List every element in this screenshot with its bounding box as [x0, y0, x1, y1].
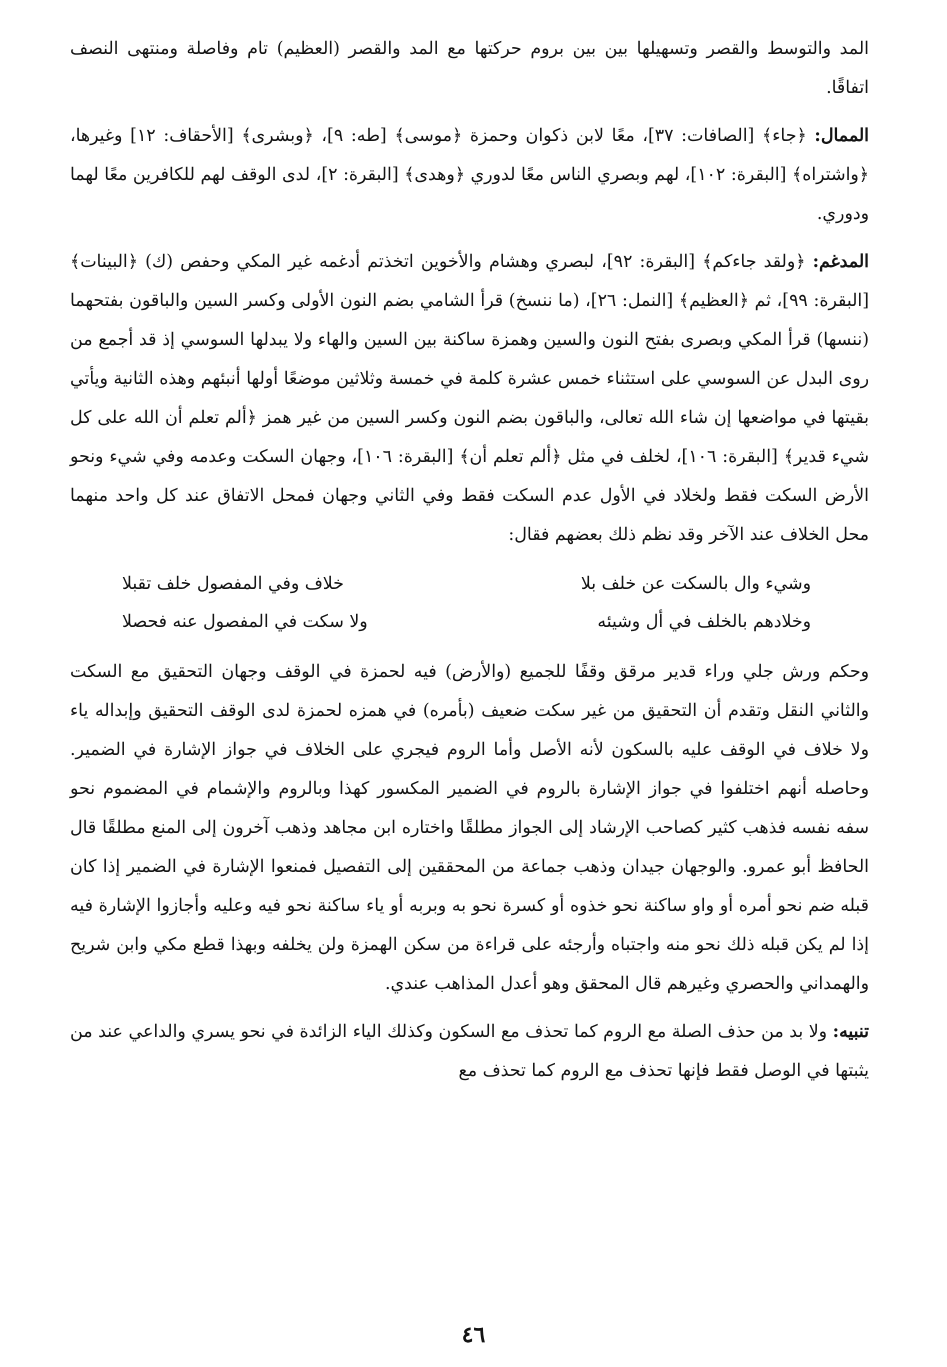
poem-block	[70, 565, 869, 641]
page-body	[70, 30, 869, 1100]
mumal-text: ﴿جاء﴾ [الصافات: ٣٧]، معًا لابن ذكوان وحمزة ﴿موسى﴾ [طه: ٩]، ﴿وبشرى﴾ [الأحقاف: ١٢] وغيرها، ﴿واشتراه﴾ [البقرة: ١٠٢]، لهم وبصري الناس معًا لدوري ﴿وهدى﴾ [البقرة: ٢]، لدى الوقف لهم للكافرين معًا لهما ودوري.	[70, 126, 869, 224]
verse-second-hemistich: خلاف وفي المفصول خلف تقبلا	[122, 574, 344, 594]
mudgham-label: المدغم:	[812, 252, 869, 272]
paragraph-mudgham	[70, 243, 869, 555]
poem-verse	[70, 603, 869, 641]
paragraph-intro	[70, 30, 869, 108]
hukm-text: وحكم ورش جلي وراء قدير مرقق وقفًا للجميع (والأرض) فيه لحمزة في الوقف وجهان التحقيق مع السكت والثاني النقل وتقدم أن التحقيق من غير سكت ضعيف (بأمره) في همزه لحمزة لدى الوقف التحقيق وإبداله ياء ولا خلاف في الوقف عليه بالسكون لأنه الأصل وأما الروم فيجري على الخلاف في جواز الإشارة في الضمير. وحاصله أنهم اختلفوا في جواز الإشارة بالروم في الضمير المكسور كهذا وبالروم والإشمام في المضموم نحو سفه نفسه فذهب كثير كصاحب الإرشاد إلى الجواز مطلقًا واختاره ابن مجاهد وذهب آخرون إلى المنع مطلقًا قال الحافظ أبو عمرو. والوجهان جيدان وذهب جماعة من المحققين إلى التفصيل فمنعوا الإشارة في الضمير إذا كان قبله ضم نحو أمره أو واو ساكنة نحو خذوه أو كسرة نحو به وبربه أو ياء ساكنة نحو فيه وعليه وأجازوا الإشارة فيه إذا لم يكن قبله ذلك نحو منه واجتباه وأرجئه على قراءة من سكن الهمزة ولن يخلفه وبهذا قطع مكي وابن شريح والهمداني والحصري وغيرهم قال المحقق وهو أعدل المذاهب عندي.	[70, 662, 869, 994]
tanbih-text: ولا بد من حذف الصلة مع الروم كما تحذف مع السكون وكذلك الياء الزائدة في نحو يسري والداعي عند من يثبتها في الوصل فقط فإنها تحذف مع الروم كما تحذف مع	[70, 1022, 869, 1081]
poem-verse	[70, 565, 869, 603]
mudgham-text: ﴿ولقد جاءكم﴾ [البقرة: ٩٢]، لبصري وهشام والأخوين اتخذتم أدغمه غير المكي وحفص (ك) ﴿البينات﴾ [البقرة: ٩٩]، ثم ﴿العظيم﴾ [النمل: ٢٦]، (ما ننسخ) قرأ الشامي بضم النون الأولى وكسر السين والباقون بفتحهما (ننسها) قرأ المكي وبصرى بفتح النون والسين وهمزة ساكنة بين السين والهاء ولا يبدلها السوسي إذ قد أجمع من روى البدل عن السوسي على استثناء خمس عشرة كلمة في خمسة وثلاثين موضعًا أولها أنبئهم وهذه الثانية ويأتي بقيتها في مواضعها إن شاء الله تعالى، والباقون بضم النون وكسر السين من غير همز ﴿ألم تعلم أن الله على كل شيء قدير﴾ [البقرة: ١٠٦]، لخلف في مثل ﴿ألم تعلم أن﴾ [البقرة: ١٠٦]، وجهان السكت وعدمه وفي شيء ونحو الأرض السكت فقط ولخلاد في الأول عدم السكت فقط وفي الثاني وجهان فمحل الاتفاق عند كل واحد منهما محل الخلاف عند الآخر وقد نظم ذلك بعضهم فقال:	[70, 252, 869, 545]
intro-text: المد والتوسط والقصر وتسهيلها بين بين بروم حركتها مع المد والقصر (العظيم) تام وفاصلة ومنتهى النصف اتفاقًا.	[70, 39, 869, 98]
page-number: ٤٦	[461, 1322, 486, 1348]
verse-first-hemistich: وشيء وال بالسكت عن خلف بلا	[580, 574, 811, 594]
tanbih-label: تنبيه:	[832, 1022, 869, 1042]
paragraph-tanbih	[70, 1013, 869, 1091]
paragraph-hukm	[70, 653, 869, 1004]
mumal-label: الممال:	[814, 126, 869, 146]
verse-second-hemistich: ولا سكت في المفصول عنه فحصلا	[122, 612, 368, 632]
paragraph-mumal	[70, 117, 869, 234]
verse-first-hemistich: وخلادهم بالخلف في أل وشيئه	[597, 612, 811, 632]
